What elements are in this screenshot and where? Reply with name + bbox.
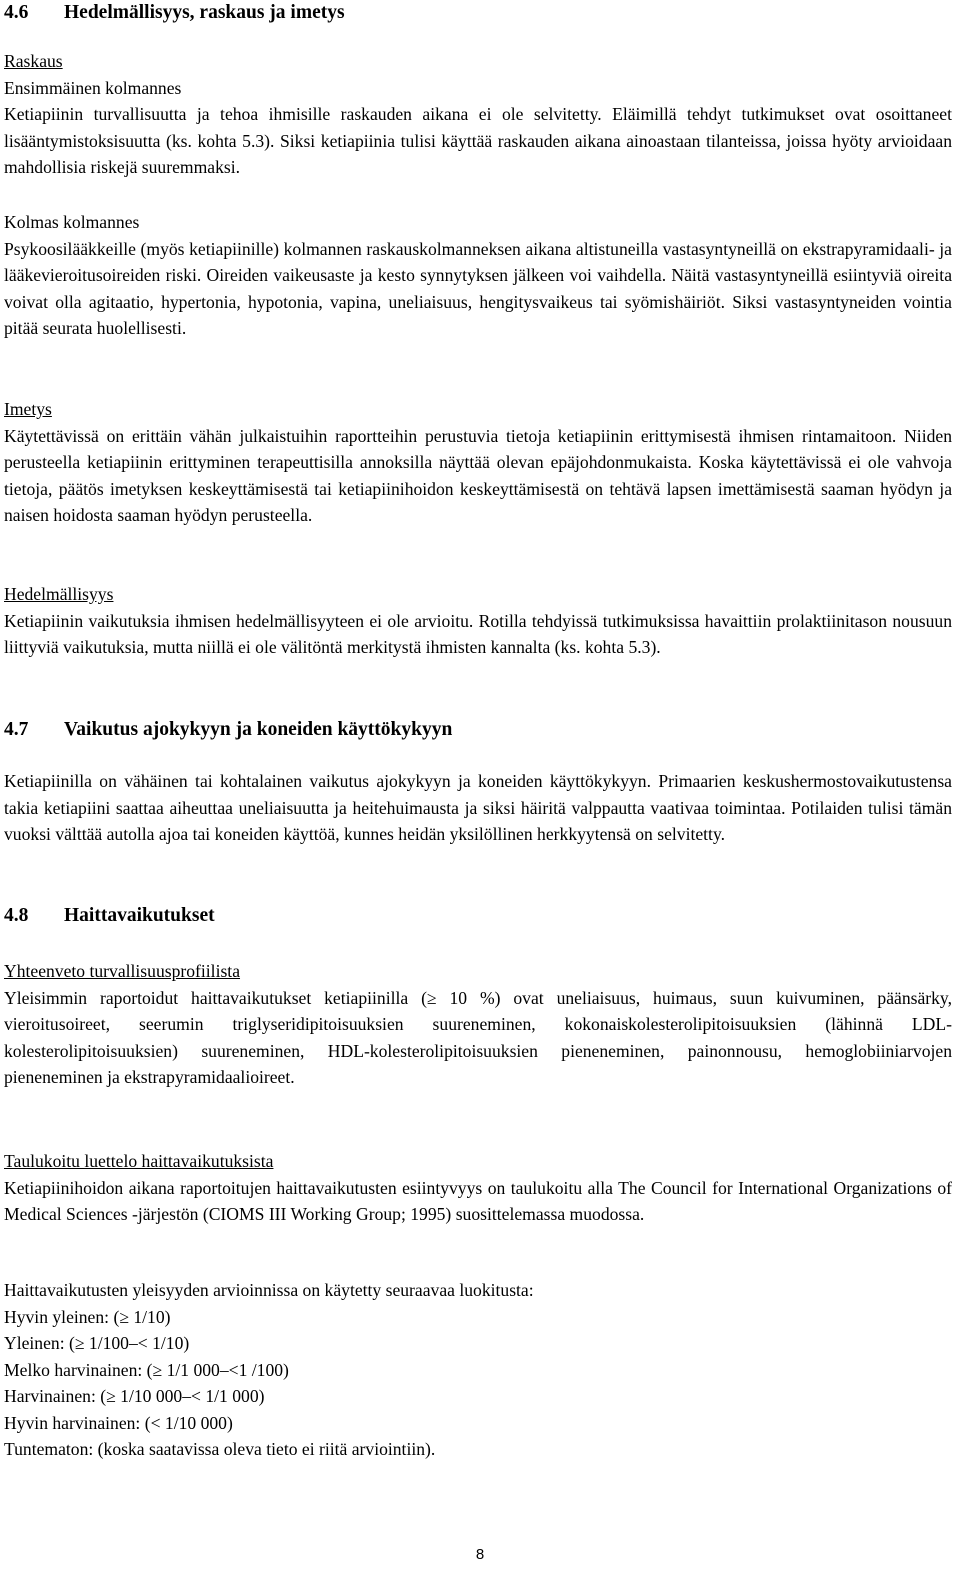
hedelmallisyys-paragraph: Ketiapiinin vaikutuksia ihmisen hedelmällisyyteen ei ole arvioitu. Rotilla tehdyissä tutkimuksissa havaittiin prolaktiinitason nousuun liittyviä vaikutuksia, mutta niillä ei ole välitöntä merkitystä ihmisten kannalta (ks. kohta 5.3). <box>4 610 952 657</box>
section-number: 4.8 <box>4 905 29 926</box>
taulukoitu-heading: Taulukoitu luettelo haittavaikutuksista <box>4 1151 274 1171</box>
section-number: 4.7 <box>4 719 29 740</box>
first-trimester-paragraph: Ketiapiinin turvallisuutta ja tehoa ihmisille raskauden aikana ei ole selvitetty. Eläimillä tehdyt tutkimukset ovat osoittaneet lisääntymistoksisuutta (ks. kohta 5.3). Siksi ketiapiinia tulisi käyttää raskauden aikana ainoastaan tilanteissa, joissa hyöty arvioidaan mahdollisia riskejä suuremmaksi. <box>4 104 952 177</box>
frequency-block <box>4 1277 952 1463</box>
section-title: Vaikutus ajokykyyn ja koneiden käyttökykyyn <box>64 719 453 740</box>
taulukoitu-paragraph: Ketiapiinihoidon aikana raportoitujen haittavaikutusten esiintyvyys on taulukoitu alla The Council for International Organizations of Medical Sciences -järjestön (CIOMS III Working Group; 1995) suosittelemassa muodossa. <box>4 1177 952 1224</box>
section-4-6-heading <box>4 0 345 26</box>
yhteenveto-paragraph: Yleisimmin raportoidut haittavaikutukset ketiapiinilla (≥ 10 %) ovat uneliaisuus, huimaus, suun kuivuminen, päänsärky, vieroitusoireet, seerumin triglyseridipitoisuuksien suureneminen, kokonaiskolesterolipitoisuuksien (lähinnä LDL-kolesterolipitoisuuksien) suureneminen, HDL-kolesterolipitoisuuksien pieneneminen, painonnousu, hemoglobiiniarvojen pieneneminen ja ekstrapyramidaalioireet. <box>4 987 952 1087</box>
frequency-item: Hyvin harvinainen: (< 1/10 000) <box>4 1412 233 1433</box>
frequency-intro: Haittavaikutusten yleisyyden arvioinnissa on käytetty seuraavaa luokitusta: <box>4 1280 534 1300</box>
section-4-8-heading <box>4 903 215 929</box>
yhteenveto-heading: Yhteenveto turvallisuusprofiilista <box>4 961 241 981</box>
imetys-heading: Imetys <box>4 399 52 419</box>
raskaus-heading: Raskaus <box>4 51 63 71</box>
taulukoitu-block <box>4 1148 952 1228</box>
ajokyky-paragraph: Ketiapiinilla on vähäinen tai kohtalainen vaikutus ajokykyyn ja koneiden käyttökykyyn. Primaarien keskushermostovaikutustensa takia ketiapiini saattaa aiheuttaa uneliaisuutta ja heitehuimausta ja siksi häiritä valppautta vaativaa toimintaa. Potilaiden tulisi tämän vuoksi välttää autolla ajoa tai koneiden käyttöä, kunnes heidän yksilöllinen herkkyytensä on selvitetty. <box>4 771 952 844</box>
third-trimester-paragraph: Psykoosilääkkeille (myös ketiapiinille) kolmannen raskauskolmanneksen aikana altistuneilla vastasyntyneillä on ekstrapyramidaali- ja lääkevieroitusoireiden riski. Oireiden vaikeusaste ja kesto synnytyksen jälkeen voi vaihdella. Näitä vastasyntyneillä esiintyviä oireita voivat olla agitaatio, hypertonia, hypotonia, vapina, uneliaisuus, hengitysvaikeus tai syömishäiriöt. Siksi vastasyntyneiden vointia pitää seurata huolellisesti. <box>4 238 952 338</box>
imetys-paragraph: Käytettävissä on erittäin vähän julkaistuihin raportteihin perustuvia tietoja ketiapiinin erittymisestä ihmisen rintamaitoon. Niiden perusteella ketiapiinin erittyminen terapeuttisilla annoksilla näyttää olevan epäjohdonmukaista. Koska käytettävissä ei ole vahvoja tietoja, päätös imetyksen keskeyttämisestä tai ketiapiinihoidon keskeyttämisestä on tehtävä lapsen imettämisestä saaman hyödyn ja naisen hoidosta saaman hyödyn perusteella. <box>4 425 952 525</box>
frequency-item: Harvinainen: (≥ 1/10 000–< 1/1 000) <box>4 1386 265 1406</box>
third-trimester-block <box>4 209 952 342</box>
imetys-block <box>4 396 952 529</box>
page-number: 8 <box>475 1546 485 1563</box>
hedelmallisyys-block <box>4 581 952 661</box>
frequency-item: Tuntematon: (koska saatavissa oleva tieto ei riitä arviointiin). <box>4 1439 436 1459</box>
ajokyky-block <box>4 768 952 848</box>
third-trimester-subheading: Kolmas kolmannes <box>4 212 140 232</box>
frequency-item: Yleinen: (≥ 1/100–< 1/10) <box>4 1333 190 1353</box>
section-title: Haittavaikutukset <box>64 905 215 926</box>
first-trimester-subheading: Ensimmäinen kolmannes <box>4 77 182 98</box>
yhteenveto-block <box>4 958 952 1091</box>
raskaus-block <box>4 48 952 181</box>
frequency-item: Hyvin yleinen: (≥ 1/10) <box>4 1306 171 1327</box>
section-4-7-heading <box>4 717 452 743</box>
section-title: Hedelmällisyys, raskaus ja imetys <box>64 2 345 23</box>
hedelmallisyys-heading: Hedelmällisyys <box>4 584 114 604</box>
section-number: 4.6 <box>4 2 29 23</box>
frequency-item: Melko harvinainen: (≥ 1/1 000–<1 /100) <box>4 1359 289 1380</box>
